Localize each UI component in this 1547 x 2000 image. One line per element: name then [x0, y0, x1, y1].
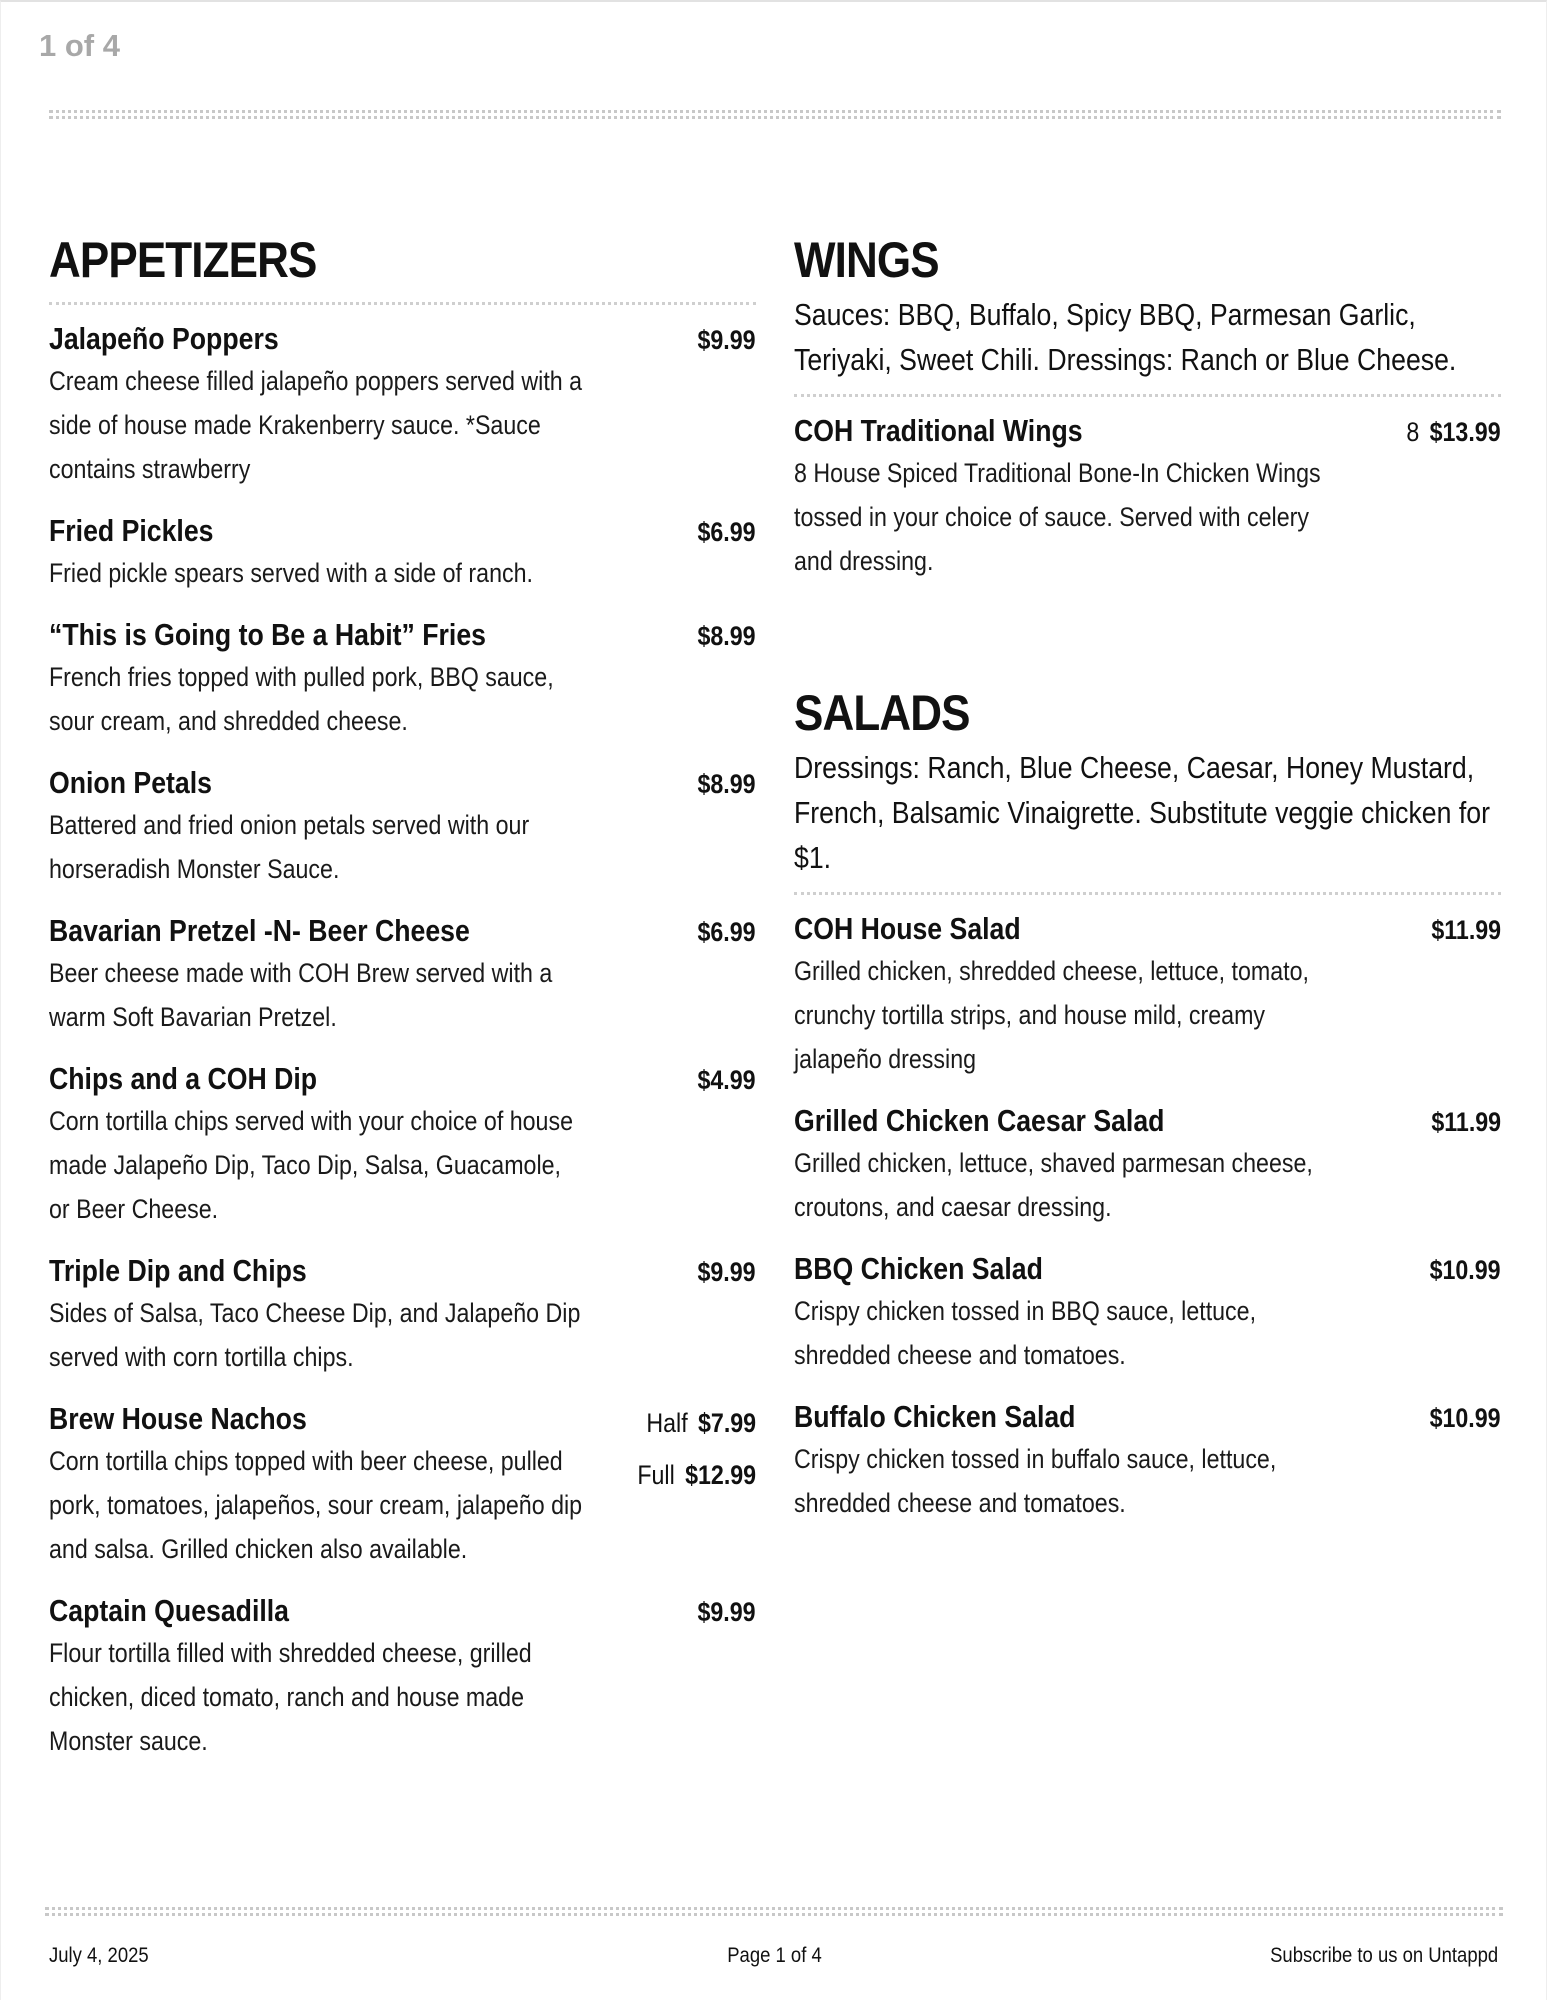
item-description: Flour tortilla filled with shredded cheese, grilled chicken, diced tomato, ranch and house made Monster sauce.: [49, 1638, 532, 1756]
salads-section: [794, 683, 1501, 1525]
item-price: $6.99: [697, 917, 756, 947]
item-description: Grilled chicken, shredded cheese, lettuce, tomato, crunchy tortilla strips, and house mild, creamy jalapeño dressing: [794, 956, 1309, 1074]
section-note-salads: Dressings: Ranch, Blue Cheese, Caesar, Honey Mustard, French, Balsamic Vinaigrette. Substitute veggie chicken for $1.: [794, 750, 1490, 875]
section-title-appetizers: APPETIZERS: [49, 232, 317, 288]
section-title-wings: WINGS: [794, 232, 939, 288]
section-divider: [49, 302, 756, 305]
appetizers-section: [49, 230, 756, 1783]
footer-date: July 4, 2025: [49, 1944, 149, 1967]
item-price: $11.99: [1431, 915, 1501, 945]
price-label: Full: [637, 1460, 675, 1490]
item-name: BBQ Chicken Salad: [794, 1251, 1043, 1286]
item-price: $10.99: [1429, 1255, 1501, 1285]
item-description: Battered and fried onion petals served with our horseradish Monster Sauce.: [49, 810, 530, 884]
item-price: $9.99: [697, 1257, 756, 1287]
item-description: French fries topped with pulled pork, BBQ sauce, sour cream, and shredded cheese.: [49, 662, 554, 736]
item-price: $8.99: [697, 621, 756, 651]
item-name: “This is Going to Be a Habit” Fries: [49, 617, 486, 652]
price-label: Half: [646, 1408, 688, 1438]
item-price: $8.99: [697, 769, 756, 799]
item-description: Sides of Salsa, Taco Cheese Dip, and Jalapeño Dip served with corn tortilla chips.: [49, 1298, 581, 1372]
item-name: Captain Quesadilla: [49, 1593, 290, 1628]
price-value: $13.99: [1429, 417, 1501, 447]
item-name: Jalapeño Poppers: [49, 321, 279, 356]
price-half: [637, 1397, 756, 1449]
item-price: $11.99: [1431, 1107, 1501, 1137]
item-description: Fried pickle spears served with a side of ranch.: [49, 558, 533, 588]
section-divider: [794, 892, 1501, 895]
item-name: Fried Pickles: [49, 513, 214, 548]
item-name: Bavarian Pretzel -N- Beer Cheese: [49, 913, 470, 948]
section-spacer: [794, 603, 1501, 683]
item-name: Triple Dip and Chips: [49, 1253, 307, 1288]
item-description: Corn tortilla chips topped with beer cheese, pulled pork, tomatoes, jalapeños, sour cream, jalapeño dip and salsa. Grilled chicken also available.: [49, 1446, 583, 1564]
footer-page-number: Page 1 of 4: [727, 1944, 822, 1967]
menu-item: [49, 615, 756, 743]
item-name: COH House Salad: [794, 911, 1021, 946]
item-name: Brew House Nachos: [49, 1401, 307, 1436]
section-note-wings: Sauces: BBQ, Buffalo, Spicy BBQ, Parmesan Garlic, Teriyaki, Sweet Chili. Dressings: Ranch or Blue Cheese.: [794, 297, 1457, 377]
menu-item: [49, 319, 756, 491]
menu-item: [794, 1397, 1501, 1525]
price-value: $7.99: [697, 1408, 756, 1438]
section-title-salads: SALADS: [794, 685, 970, 741]
item-description: 8 House Spiced Traditional Bone-In Chicken Wings tossed in your choice of sauce. Served with celery and dressing.: [794, 458, 1321, 576]
menu-item: [49, 1059, 756, 1231]
item-name: Onion Petals: [49, 765, 212, 800]
item-price: $4.99: [697, 1065, 756, 1095]
item-price: $9.99: [697, 1597, 756, 1627]
item-name: Chips and a COH Dip: [49, 1061, 318, 1096]
item-description: Crispy chicken tossed in buffalo sauce, lettuce, shredded cheese and tomatoes.: [794, 1444, 1277, 1518]
menu-item: [49, 1591, 756, 1763]
item-price: $10.99: [1429, 1403, 1501, 1433]
menu-item: [49, 911, 756, 1039]
menu-item: [49, 511, 756, 595]
item-price-options: [637, 1397, 756, 1501]
item-description: Crispy chicken tossed in BBQ sauce, lettuce, shredded cheese and tomatoes.: [794, 1296, 1257, 1370]
menu-item: [794, 1249, 1501, 1377]
menu-item: [794, 1101, 1501, 1229]
section-divider: [794, 394, 1501, 397]
top-divider: [49, 110, 1501, 119]
menu-item: [49, 763, 756, 891]
page-counter: 1 of 4: [39, 28, 120, 63]
item-name: Grilled Chicken Caesar Salad: [794, 1103, 1165, 1138]
right-column: [794, 230, 1501, 1545]
item-name: COH Traditional Wings: [794, 413, 1083, 448]
menu-item: [49, 1251, 756, 1379]
menu-item: [794, 411, 1501, 583]
item-description: Beer cheese made with COH Brew served with a warm Soft Bavarian Pretzel.: [49, 958, 553, 1032]
item-description: Corn tortilla chips served with your choice of house made Jalapeño Dip, Taco Dip, Salsa, Guacamole, or Beer Cheese.: [49, 1106, 573, 1224]
menu-item: [49, 1399, 756, 1571]
item-name: Buffalo Chicken Salad: [794, 1399, 1076, 1434]
wings-section: [794, 230, 1501, 583]
item-price: [1407, 417, 1501, 448]
menu-item: [794, 909, 1501, 1081]
item-description: Grilled chicken, lettuce, shaved parmesan cheese, croutons, and caesar dressing.: [794, 1148, 1313, 1222]
price-full: [637, 1449, 756, 1501]
footer-subscribe-link[interactable]: Subscribe to us on Untappd: [1269, 1944, 1498, 1967]
item-price: $9.99: [697, 325, 756, 355]
bottom-divider: [45, 1907, 1503, 1916]
price-value: $12.99: [684, 1460, 756, 1490]
item-quantity: 8: [1406, 417, 1420, 447]
item-price: $6.99: [697, 517, 756, 547]
item-description: Cream cheese filled jalapeño poppers served with a side of house made Krakenberry sauce. *Sauce contains strawberry: [49, 366, 583, 484]
